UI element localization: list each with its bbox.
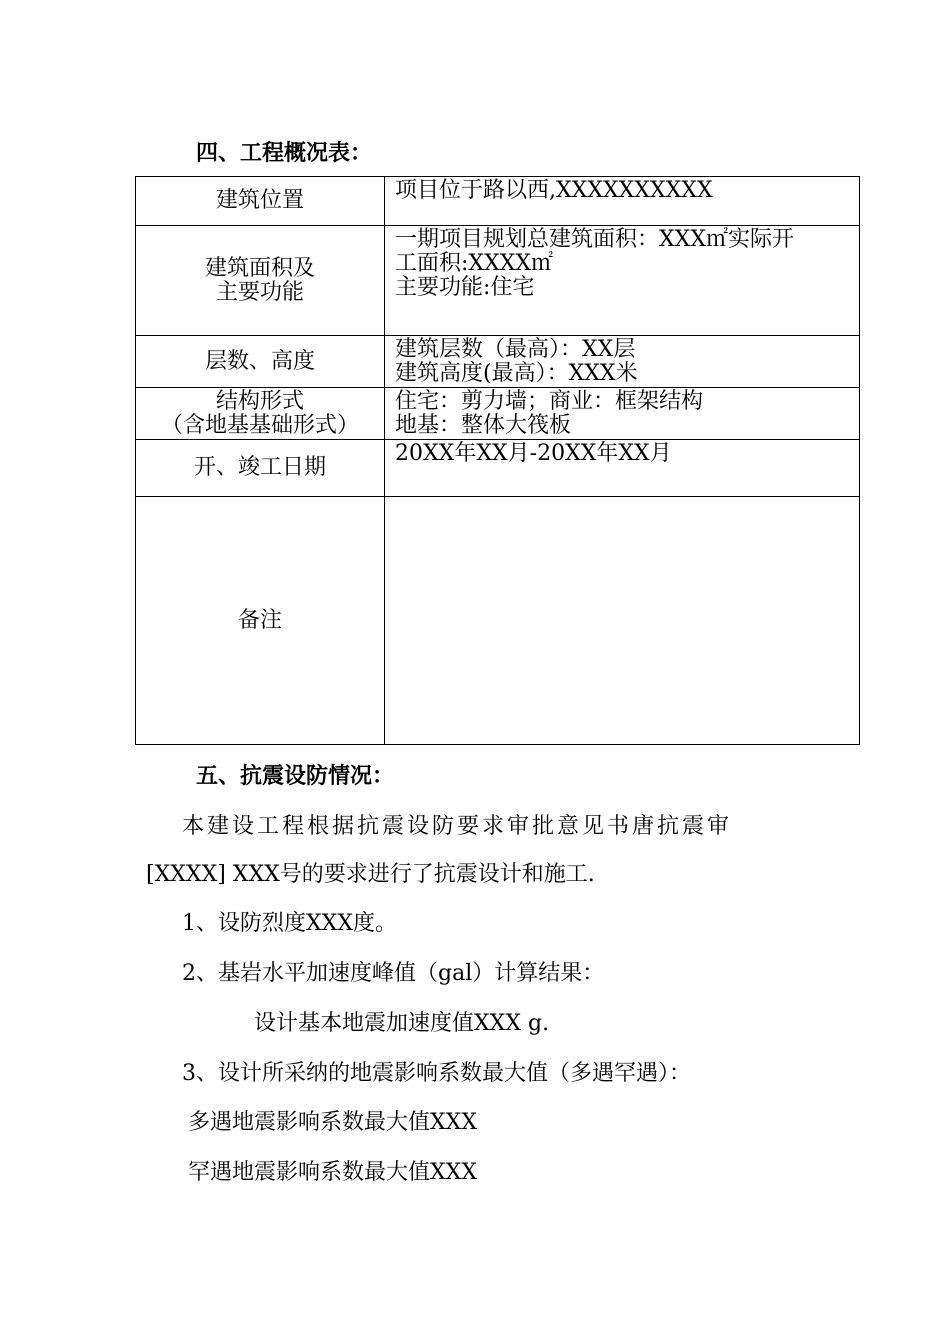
label-line: 建筑位置 xyxy=(215,188,304,213)
value-line: 主要功能:住宅 xyxy=(395,275,535,300)
label-line: 开、竣工日期 xyxy=(193,455,326,480)
table-row-dates xyxy=(136,440,860,497)
label-line: 结构形式 xyxy=(215,388,304,414)
section5-heading: 五、抗震设防情况： xyxy=(196,763,395,789)
value-line: 住宅：剪力墙；商业：框架结构 xyxy=(395,389,704,414)
value-line: 20XX年XX月-20XX年XX月 xyxy=(395,441,672,466)
row-value-area-function xyxy=(385,226,860,336)
label-line: 备注 xyxy=(237,607,282,633)
row-label-floors-height xyxy=(136,336,385,388)
row-value-structure xyxy=(385,388,860,440)
item-influence-coefficient: 3、设计所采纳的地震影响系数最大值（多遇罕遇）： xyxy=(182,1061,691,1086)
row-label-location xyxy=(136,177,385,226)
table-row-area-function xyxy=(136,226,860,336)
row-label-structure xyxy=(136,388,385,440)
label-line: （含地基基础形式） xyxy=(160,412,359,438)
table-row-structure xyxy=(136,388,860,440)
seismic-paragraph-line1: 本建设工程根据抗震设防要求审批意见书唐抗震审 xyxy=(182,814,733,839)
value-line: 项目位于路以西,XXXXXXXXXX xyxy=(395,178,713,203)
table-row-remarks xyxy=(136,497,860,745)
value-line: 建筑高度(最高）：XXX米 xyxy=(395,361,638,386)
row-value-floors-height xyxy=(385,336,860,388)
value-line: 地基：整体大筏板 xyxy=(395,413,572,438)
label-line: 层数、高度 xyxy=(204,348,315,374)
item-intensity: 1、设防烈度XXX度。 xyxy=(182,911,397,936)
row-label-dates xyxy=(136,440,385,497)
label-line: 主要功能 xyxy=(215,279,304,305)
value-line: 工面积:XXXX㎡ xyxy=(395,251,554,276)
table-row-floors-height xyxy=(136,336,860,388)
row-value-remarks xyxy=(385,497,860,745)
project-overview-table xyxy=(135,176,860,745)
seismic-paragraph-line2: [XXXX] XXX号的要求进行了抗震设计和施工. xyxy=(146,862,595,887)
value-line: 建筑层数（最高）：XX层 xyxy=(395,337,636,362)
row-label-remarks xyxy=(136,497,385,745)
value-line: 一期项目规划总建筑面积：XXX㎡实际开 xyxy=(395,227,794,252)
row-label-area-function xyxy=(136,226,385,336)
row-value-dates xyxy=(385,440,860,497)
label-line: 建筑面积及 xyxy=(204,255,315,281)
item-design-acceleration: 设计基本地震加速度值XXX g. xyxy=(254,1011,550,1036)
table-row-location xyxy=(136,177,860,226)
section4-heading: 四、工程概况表： xyxy=(196,140,373,166)
item-rare-earthquake: 罕遇地震影响系数最大值XXX xyxy=(188,1160,477,1185)
row-value-location xyxy=(385,177,860,226)
item-frequent-earthquake: 多遇地震影响系数最大值XXX xyxy=(188,1110,477,1135)
item-bedrock-acceleration: 2、基岩水平加速度峰值（gal）计算结果： xyxy=(182,961,605,986)
